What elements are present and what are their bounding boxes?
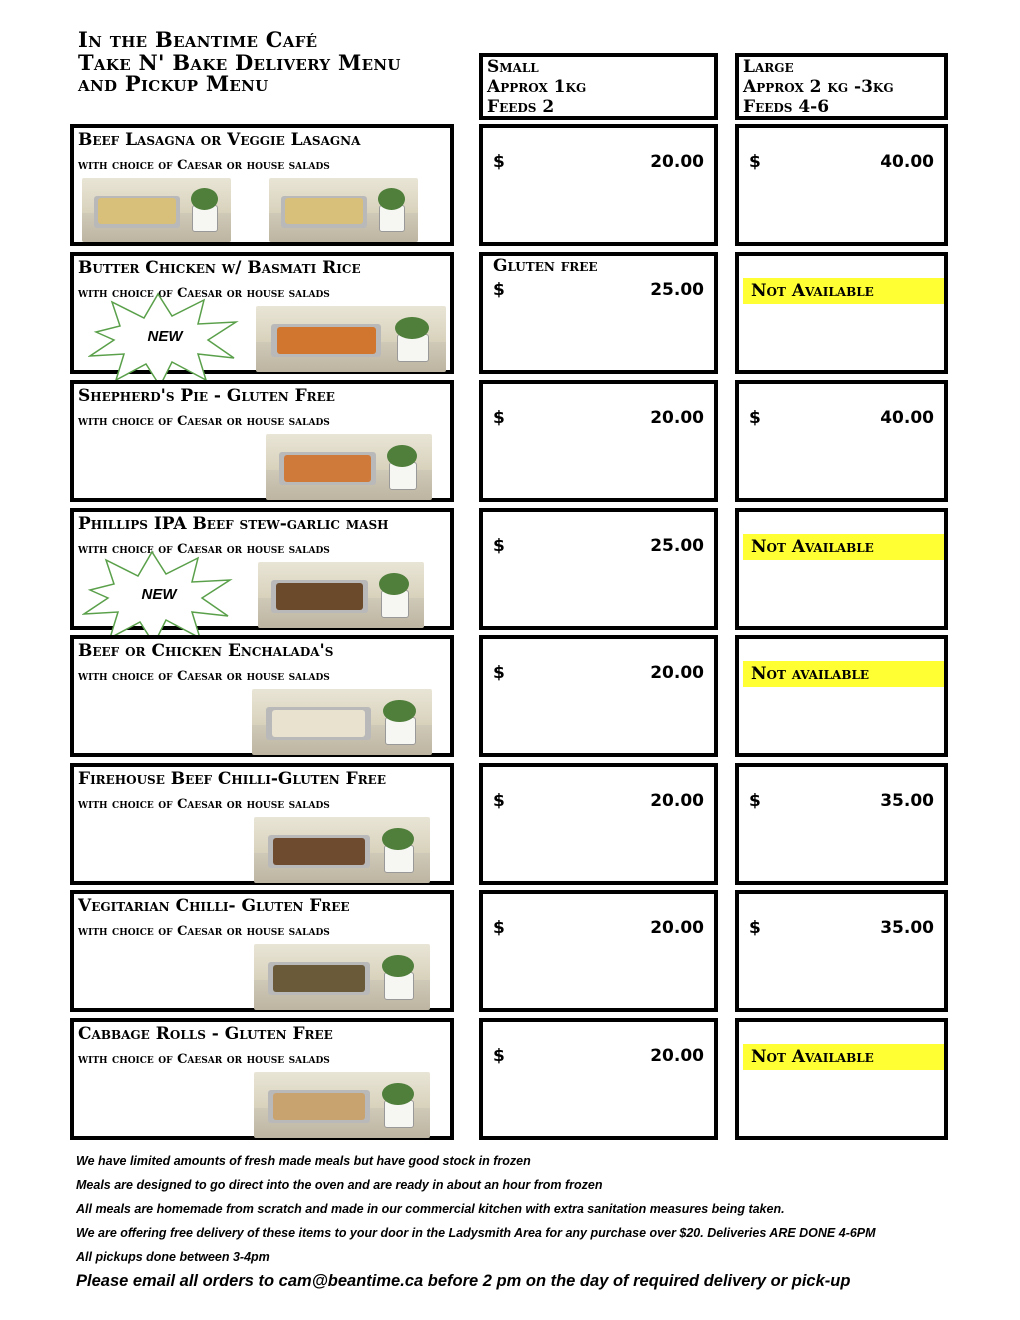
cafe-title: In the Beantime Café [78, 27, 318, 52]
small-price-cell [479, 124, 718, 246]
footer-note-stock: We have limited amounts of fresh made meals but have good stock in frozen [76, 1154, 531, 1168]
menu-item [70, 380, 454, 502]
menu-subtitle: and Pickup Menu [78, 71, 269, 96]
not-available-label: Not Available [743, 1044, 944, 1070]
large-currency: $ [749, 152, 761, 172]
new-badge-label: NEW [141, 586, 177, 603]
item-salad-note: with choice of Caesar or house salads [78, 542, 330, 557]
large-price-cell [735, 890, 948, 1012]
large-price: 35.00 [880, 918, 934, 938]
small-price-cell [479, 890, 718, 1012]
item-name: Cabbage Rolls - Gluten Free [78, 1024, 333, 1044]
small-price: 25.00 [650, 280, 704, 300]
small-price: 20.00 [650, 791, 704, 811]
small-currency: $ [493, 791, 505, 811]
small-price-cell [479, 508, 718, 630]
small-size-name: Small [487, 57, 539, 77]
item-name: Butter Chicken w/ Basmati Rice [78, 258, 361, 278]
footer-note-oven: Meals are designed to go direct into the oven and are ready in about an hour from frozen [76, 1178, 603, 1192]
dish-photo [256, 306, 446, 372]
menu-title: Take N' Bake Delivery Menu [78, 50, 401, 75]
large-price-cell [735, 380, 948, 502]
item-salad-note: with choice of Caesar or house salads [78, 1052, 330, 1067]
dish-photo [266, 434, 432, 500]
small-price-cell [479, 635, 718, 757]
new-badge-label: NEW [147, 328, 183, 345]
item-name: Beef or Chicken Enchalada's [78, 641, 334, 661]
large-currency: $ [749, 918, 761, 938]
item-salad-note: with choice of Caesar or house salads [78, 669, 330, 684]
small-size-feeds: Feeds 2 [487, 97, 555, 117]
small-price-cell [479, 252, 718, 374]
large-price: 40.00 [880, 408, 934, 428]
item-name: Vegitarian Chilli- Gluten Free [78, 896, 350, 916]
small-price: 20.00 [650, 152, 704, 172]
item-salad-note: with choice of Caesar or house salads [78, 924, 330, 939]
large-price-cell [735, 763, 948, 885]
large-price-cell [735, 124, 948, 246]
large-price-cell [735, 635, 948, 757]
not-available-label: Not Available [743, 278, 944, 304]
footer-order-instructions: Please email all orders to cam@beantime.ca before 2 pm on the day of required delivery or pick-up [76, 1272, 851, 1290]
dish-photo [252, 689, 432, 755]
footer-note-homemade: All meals are homemade from scratch and made in our commercial kitchen with extra sanitation measures being taken. [76, 1202, 785, 1216]
large-price-cell [735, 1018, 948, 1140]
small-size-weight: Approx 1kg [487, 77, 587, 97]
large-price: 35.00 [880, 791, 934, 811]
footer-note-pickup: All pickups done between 3-4pm [76, 1250, 270, 1264]
new-badge [88, 292, 242, 388]
menu-item [70, 635, 454, 757]
item-name: Beef Lasagna or Veggie Lasagna [78, 130, 361, 150]
new-badge [82, 550, 236, 646]
small-currency: $ [493, 663, 505, 683]
large-currency: $ [749, 408, 761, 428]
item-name: Firehouse Beef Chilli-Gluten Free [78, 769, 386, 789]
item-salad-note: with choice of Caesar or house salads [78, 414, 330, 429]
item-name: Phillips IPA Beef stew-garlic mash [78, 514, 389, 534]
dish-photo [82, 178, 231, 242]
small-currency: $ [493, 280, 505, 300]
dish-photo [254, 944, 430, 1010]
menu-item [70, 124, 454, 246]
dish-photo [254, 1072, 430, 1138]
menu-item [70, 890, 454, 1012]
small-currency: $ [493, 408, 505, 428]
large-size-name: Large [743, 57, 794, 77]
small-size-header [479, 53, 718, 120]
small-currency: $ [493, 918, 505, 938]
small-price: 20.00 [650, 408, 704, 428]
small-price: 20.00 [650, 918, 704, 938]
item-name: Shepherd's Pie - Gluten Free [78, 386, 335, 406]
not-available-label: Not available [743, 661, 944, 687]
small-price: 20.00 [650, 663, 704, 683]
small-currency: $ [493, 152, 505, 172]
small-price-cell [479, 763, 718, 885]
dish-photo [269, 178, 418, 242]
menu-item [70, 763, 454, 885]
small-currency: $ [493, 1046, 505, 1066]
small-price-cell [479, 1018, 718, 1140]
small-currency: $ [493, 536, 505, 556]
large-currency: $ [749, 791, 761, 811]
not-available-label: Not Available [743, 534, 944, 560]
item-salad-note: with choice of Caesar or house salads [78, 158, 330, 173]
menu-item [70, 1018, 454, 1140]
large-size-feeds: Feeds 4-6 [743, 97, 830, 117]
footer-note-delivery: We are offering free delivery of these items to your door in the Ladysmith Area for any purchase over $20. Deliveries ARE DONE 4-6PM [76, 1226, 876, 1240]
item-salad-note: with choice of Caesar or house salads [78, 286, 330, 301]
dish-photo [254, 817, 430, 883]
item-dietary-note: Gluten free [493, 256, 598, 276]
large-price: 40.00 [880, 152, 934, 172]
item-salad-note: with choice of Caesar or house salads [78, 797, 330, 812]
large-size-weight: Approx 2 kg -3kg [743, 77, 894, 97]
small-price-cell [479, 380, 718, 502]
small-price: 20.00 [650, 1046, 704, 1066]
small-price: 25.00 [650, 536, 704, 556]
dish-photo [258, 562, 424, 628]
large-price-cell [735, 508, 948, 630]
large-price-cell [735, 252, 948, 374]
large-size-header [735, 53, 948, 120]
